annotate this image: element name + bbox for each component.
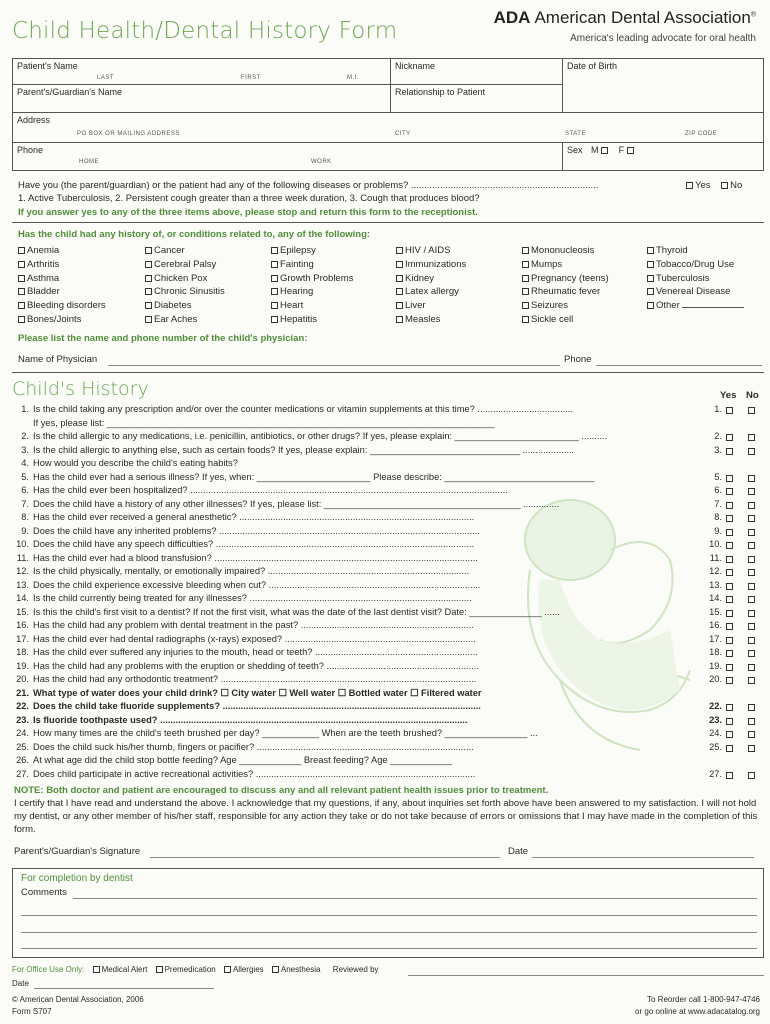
dob-label: Date of Birth <box>567 61 618 71</box>
office-date-label: Date <box>12 979 29 988</box>
condition-item[interactable]: Asthma <box>18 272 106 286</box>
ada-abbrev: ADA <box>493 8 531 27</box>
condition-item[interactable]: Other <box>647 299 744 313</box>
question-ref-number: 8. <box>700 512 722 522</box>
question-number: 21. <box>16 687 29 698</box>
no-checkbox[interactable] <box>748 569 755 576</box>
no-checkbox[interactable] <box>748 718 755 725</box>
divider <box>12 372 764 373</box>
yes-checkbox[interactable] <box>726 704 733 711</box>
divider <box>12 222 764 223</box>
condition-item[interactable]: Bleeding disorders <box>18 299 106 313</box>
question-text: Has the child ever had dental radiographs (x-rays) exposed? .......................................................................... <box>33 633 476 644</box>
no-checkbox[interactable] <box>748 434 755 441</box>
question-number: 20. <box>16 674 29 684</box>
reorder-phone: To Reorder call 1-800-947-4746 <box>647 995 760 1004</box>
yes-checkbox[interactable] <box>726 556 733 563</box>
question-text: If yes, please list: ___________________________________________________________________________ <box>33 417 495 428</box>
tb-question: Have you (the parent/guardian) or the patient had any of the following diseases or problems? ....................................................................... <box>18 180 599 191</box>
history-question-row <box>14 418 764 431</box>
question-number: 16. <box>16 620 29 630</box>
state-label: STATE <box>565 131 586 137</box>
question-ref-number: 12. <box>700 566 722 576</box>
no-checkbox[interactable] <box>748 664 755 671</box>
signature-date-label: Date <box>508 846 529 857</box>
no-checkbox[interactable] <box>748 529 755 536</box>
form-number: Form S707 <box>12 1007 52 1016</box>
history-question-row <box>14 715 764 728</box>
phone-field[interactable] <box>13 143 563 171</box>
question-ref-number: 10. <box>700 539 722 549</box>
question-ref-number: 15. <box>700 607 722 617</box>
ada-tagline: America's leading advocate for oral health <box>570 33 756 44</box>
yes-checkbox[interactable] <box>726 542 733 549</box>
condition-item[interactable]: Thyroid <box>647 244 744 258</box>
comments-field[interactable] <box>73 898 757 899</box>
reorder-online: or go online at www.adacatalog.org <box>635 1007 760 1016</box>
reviewed-label: Reviewed by <box>332 965 379 974</box>
question-text: Has the child ever had a blood transfusion? ...................................................................................................... <box>33 552 478 563</box>
address-label: Address <box>17 115 51 125</box>
history-question-row <box>14 701 764 714</box>
zip-label: ZIP CODE <box>685 131 718 137</box>
condition-item[interactable]: Heart <box>271 299 353 313</box>
question-number: 9. <box>21 525 29 536</box>
question-number: 22. <box>16 701 29 711</box>
question-text: Has the child had any problems with the eruption or shedding of teeth? ........................................................... <box>33 660 479 671</box>
condition-item[interactable]: Diabetes <box>145 299 225 313</box>
no-checkbox[interactable] <box>748 677 755 684</box>
question-ref-number: 11. <box>700 553 722 563</box>
yes-checkbox[interactable] <box>726 475 733 482</box>
question-ref-number: 13. <box>700 580 722 590</box>
history-question-row <box>14 728 764 741</box>
yes-checkbox[interactable] <box>726 502 733 509</box>
history-question-row <box>14 404 764 417</box>
sex-label: Sex <box>567 145 583 155</box>
no-checkbox[interactable] <box>748 704 755 711</box>
no-checkbox[interactable] <box>748 596 755 603</box>
question-text: Does the child experience excessive bleeding when cut? .................................................................................. <box>33 579 481 590</box>
history-title: Child's History <box>12 378 149 400</box>
yes-checkbox[interactable] <box>726 664 733 671</box>
question-text: Does child participate in active recreational activities? ..................................................................................... <box>33 768 476 779</box>
question-number: 8. <box>21 512 29 522</box>
question-number: 15. <box>16 606 29 617</box>
history-question-row <box>14 431 764 444</box>
condition-item[interactable]: Anemia <box>18 244 106 258</box>
history-question-row <box>14 499 764 512</box>
history-question-row <box>14 607 764 620</box>
condition-item[interactable]: Venereal Disease <box>647 285 744 299</box>
yes-checkbox[interactable] <box>726 407 733 414</box>
question-ref-number: 14. <box>700 593 722 603</box>
question-number: 19. <box>16 660 29 671</box>
yes-checkbox[interactable] <box>726 637 733 644</box>
history-question-row <box>14 472 764 485</box>
question-number: 23. <box>16 714 29 725</box>
question-number: 14. <box>16 593 29 603</box>
question-text: Is the child currently being treated for any illnesses? ...................................................................................... <box>33 593 472 603</box>
guardian-name-field[interactable] <box>13 85 391 113</box>
nickname-field[interactable] <box>391 59 563 85</box>
conditions-col-3 <box>271 244 353 327</box>
yes-checkbox[interactable] <box>726 434 733 441</box>
yes-checkbox[interactable] <box>726 610 733 617</box>
question-text: Has the child had any problem with dental treatment in the past? ................................................................... <box>33 620 474 630</box>
office-checkbox-item[interactable]: Anesthesia <box>272 965 321 974</box>
question-text: Does the child take fluoride supplements? .................................................................................................... <box>33 701 481 711</box>
question-number: 26. <box>16 755 29 765</box>
tb-items: 1. Active Tuberculosis, 2. Persistent cough greater than a three week duration, 3. Cough that produces blood? <box>18 193 480 204</box>
condition-item[interactable]: Liver <box>396 299 466 313</box>
office-date-field[interactable] <box>34 988 214 989</box>
home-label: HOME <box>79 159 99 165</box>
history-question-row <box>14 512 764 525</box>
condition-item[interactable]: Ear Aches <box>145 313 225 327</box>
no-checkbox[interactable] <box>748 542 755 549</box>
no-checkbox[interactable] <box>748 772 755 779</box>
question-number: 2. <box>21 431 29 441</box>
physician-phone-label: Phone <box>564 354 592 365</box>
history-no-header: No <box>746 390 759 401</box>
yes-checkbox[interactable] <box>726 488 733 495</box>
no-checkbox[interactable] <box>748 475 755 482</box>
tb-no-label: No <box>730 180 743 191</box>
history-question-row <box>14 566 764 579</box>
question-text: How would you describe the child's eating habits? <box>33 458 238 468</box>
patient-name-field[interactable] <box>13 59 391 85</box>
history-question-row <box>14 688 764 701</box>
tb-warning: If you answer yes to any of the three items above, please stop and return this form to the receptionist. <box>18 207 478 218</box>
question-number: 3. <box>21 444 29 455</box>
question-number: 1. <box>21 404 29 414</box>
ada-org-name: American Dental Association <box>534 8 751 27</box>
question-text: Has the child ever been hospitalized? ........................................................................................................................... <box>33 485 508 495</box>
tb-yes-no <box>686 180 742 191</box>
question-text: Has the child had any orthodontic treatment? ................................................................................................... <box>33 674 477 684</box>
tb-yes-checkbox[interactable] <box>686 182 693 189</box>
office-checkbox-item[interactable]: Medical Alert <box>93 965 148 974</box>
relationship-field[interactable] <box>391 85 563 113</box>
no-checkbox[interactable] <box>748 502 755 509</box>
relationship-label: Relationship to Patient <box>395 87 486 97</box>
question-text: Has the child ever had a serious illness? If yes, when: ______________________ Please describe: _____________________________ <box>33 471 595 482</box>
question-ref-number: 22. <box>700 701 722 711</box>
signature-date-field[interactable] <box>532 857 754 858</box>
first-label: FIRST <box>241 75 261 81</box>
patient-name-label: Patient's Name <box>17 61 78 71</box>
tb-yes-label: Yes <box>695 180 711 191</box>
condition-item[interactable]: Immunizations <box>396 258 466 272</box>
female-label: F <box>618 145 625 155</box>
yes-checkbox[interactable] <box>726 569 733 576</box>
condition-item[interactable]: Fainting <box>271 258 353 272</box>
question-number: 10. <box>16 539 29 549</box>
question-text: Has the child ever suffered any injuries to the mouth, head or teeth? ............................................................... <box>33 647 478 657</box>
question-number: 12. <box>16 566 29 576</box>
yes-checkbox[interactable] <box>726 677 733 684</box>
question-text: Does the child have any speech difficulties? .................................................................................................... <box>33 539 475 549</box>
question-ref-number: 24. <box>700 728 722 738</box>
question-ref-number: 1. <box>700 404 722 414</box>
question-text: Does the child have a history of any other illnesses? If yes, please list: ______________________________________ .............. <box>33 498 560 509</box>
question-text: Does the child suck his/her thumb, fingers or pacifier? .................................................................................... <box>33 741 474 752</box>
no-checkbox[interactable] <box>748 731 755 738</box>
no-checkbox[interactable] <box>748 637 755 644</box>
history-question-row <box>14 526 764 539</box>
history-yes-header: Yes <box>720 390 737 401</box>
condition-item[interactable]: Hepatitis <box>271 313 353 327</box>
question-ref-number: 16. <box>700 620 722 630</box>
question-ref-number: 18. <box>700 647 722 657</box>
sex-field <box>563 143 764 171</box>
question-text: Is the child allergic to anything else, such as certain foods? If yes, please explain: _____________________________ .................... <box>33 444 575 455</box>
address-sub-label: PO BOX OR MAILING ADDRESS <box>77 131 180 137</box>
signature-label: Parent's/Guardian's Signature <box>14 846 141 857</box>
question-ref-number: 19. <box>700 661 722 671</box>
ada-logo <box>494 8 756 44</box>
yes-checkbox[interactable] <box>726 745 733 752</box>
question-ref-number: 7. <box>700 499 722 509</box>
condition-item[interactable]: Chicken Pox <box>145 272 225 286</box>
city-label: CITY <box>395 131 411 137</box>
physician-name-field[interactable] <box>108 365 560 366</box>
question-text: Is the child physically, mentally, or emotionally impaired? .............................................................................. <box>33 566 470 576</box>
question-text: Has the child ever received a general anesthetic? ........................................................................................... <box>33 512 475 522</box>
history-question-row <box>14 539 764 552</box>
yes-checkbox[interactable] <box>726 650 733 657</box>
condition-item[interactable]: Bones/Joints <box>18 313 106 327</box>
condition-item[interactable]: Hearing <box>271 285 353 299</box>
dentist-heading: For completion by dentist <box>21 873 133 884</box>
work-label: WORK <box>311 159 332 165</box>
question-ref-number: 25. <box>700 742 722 752</box>
no-checkbox[interactable] <box>748 407 755 414</box>
physician-phone-field[interactable] <box>596 365 762 366</box>
no-checkbox[interactable] <box>748 623 755 630</box>
question-ref-number: 23. <box>700 715 722 725</box>
no-checkbox[interactable] <box>748 515 755 522</box>
question-ref-number: 20. <box>700 674 722 684</box>
male-label: M <box>591 145 599 155</box>
yes-checkbox[interactable] <box>726 448 733 455</box>
question-text: Does the child have any inherited problems? ..................................................................................................... <box>33 525 480 536</box>
condition-item[interactable]: Seizures <box>522 299 609 313</box>
comments-label: Comments <box>21 887 67 898</box>
address-field[interactable] <box>13 113 764 143</box>
no-checkbox[interactable] <box>748 610 755 617</box>
note-heading: NOTE: Both doctor and patient are encouraged to discuss any and all relevant patient health issues prior to treatment. <box>14 785 549 796</box>
question-ref-number: 9. <box>700 526 722 536</box>
question-number: 7. <box>21 498 29 509</box>
office-use-label: For Office Use Only: <box>12 965 85 974</box>
office-checkbox-item[interactable]: Allergies <box>224 965 264 974</box>
reviewed-field[interactable] <box>408 975 764 976</box>
copyright: © American Dental Association, 2006 <box>12 995 144 1004</box>
physician-name-label: Name of Physician <box>18 354 98 365</box>
tb-no-checkbox[interactable] <box>721 182 728 189</box>
question-ref-number: 3. <box>700 445 722 455</box>
condition-item[interactable]: Bladder <box>18 285 106 299</box>
history-question-row <box>14 647 764 660</box>
history-question-row <box>14 742 764 755</box>
condition-item[interactable]: Kidney <box>396 272 466 286</box>
office-checkbox-item[interactable]: Premedication <box>156 965 216 974</box>
question-number: 18. <box>16 647 29 657</box>
question-ref-number: 27. <box>700 769 722 779</box>
question-text: Is this the child's first visit to a dentist? If not the first visit, what was the date of the last dentist visit? Date: ______________ ...... <box>33 606 560 617</box>
question-number: 17. <box>16 633 29 644</box>
no-checkbox[interactable] <box>748 650 755 657</box>
history-question-row <box>14 445 764 458</box>
question-number: 5. <box>21 471 29 482</box>
question-ref-number: 17. <box>700 634 722 644</box>
question-text: What type of water does your child drink? ☐ City water ☐ Well water ☐ Bottled water ☐ Filtered water <box>33 687 482 698</box>
condition-item[interactable]: Cerebral Palsy <box>145 258 225 272</box>
condition-item[interactable]: Tuberculosis <box>647 272 744 286</box>
female-checkbox[interactable] <box>627 147 634 154</box>
last-label: LAST <box>97 75 115 81</box>
no-checkbox[interactable] <box>748 556 755 563</box>
question-text: Is the child taking any prescription and/or over the counter medications or vitamin supplements at this time? ..................................... <box>33 404 573 414</box>
question-text: How many times are the child's teeth brushed per day? ___________ When are the teeth brushed? ________________ ... <box>33 728 538 738</box>
history-question-row <box>14 458 764 471</box>
question-text: Is fluoride toothpaste used? ....................................................................................................................... <box>33 714 468 725</box>
yes-checkbox[interactable] <box>726 583 733 590</box>
condition-item[interactable]: Growth Problems <box>271 272 353 286</box>
conditions-col-5 <box>522 244 609 327</box>
history-question-row <box>14 553 764 566</box>
question-number: 13. <box>16 579 29 590</box>
patient-info-grid <box>12 58 764 171</box>
question-number: 24. <box>16 728 29 738</box>
question-text: Is the child allergic to any medications, i.e. penicillin, antibiotics, or other drugs? If yes, please explain: ________________________ .......... <box>33 431 608 441</box>
no-checkbox[interactable] <box>748 448 755 455</box>
yes-checkbox[interactable] <box>726 515 733 522</box>
conditions-col-6 <box>647 244 744 313</box>
form-title: Child Health/Dental History Form <box>12 18 398 44</box>
conditions-col-2 <box>145 244 225 327</box>
no-checkbox[interactable] <box>748 488 755 495</box>
guardian-label: Parent's/Guardian's Name <box>17 87 122 97</box>
condition-item[interactable]: Pregnancy (teens) <box>522 272 609 286</box>
mi-label: M.I. <box>347 75 359 81</box>
dob-field[interactable] <box>563 59 764 113</box>
question-ref-number: 6. <box>700 485 722 495</box>
signature-field[interactable] <box>150 857 500 858</box>
question-number: 6. <box>21 485 29 495</box>
nickname-label: Nickname <box>395 61 436 71</box>
condition-item[interactable]: Cancer <box>145 244 225 258</box>
yes-checkbox[interactable] <box>726 623 733 630</box>
conditions-col-4 <box>396 244 466 327</box>
history-question-row <box>14 769 764 782</box>
question-number: 4. <box>21 458 29 468</box>
yes-checkbox[interactable] <box>726 596 733 603</box>
physician-heading: Please list the name and phone number of the child's physician: <box>18 333 308 344</box>
comments-line[interactable] <box>21 932 757 933</box>
no-checkbox[interactable] <box>748 745 755 752</box>
history-question-row <box>14 580 764 593</box>
no-checkbox[interactable] <box>748 583 755 590</box>
yes-checkbox[interactable] <box>726 529 733 536</box>
history-question-row <box>14 634 764 647</box>
condition-item[interactable]: Chronic Sinusitis <box>145 285 225 299</box>
question-number: 27. <box>16 768 29 779</box>
comments-line[interactable] <box>21 915 757 916</box>
conditions-heading: Has the child had any history of, or conditions related to, any of the following: <box>18 229 371 240</box>
history-question-row <box>14 755 764 768</box>
condition-item[interactable]: Sickle cell <box>522 313 609 327</box>
history-question-row <box>14 661 764 674</box>
phone-label: Phone <box>17 145 44 155</box>
history-question-row <box>14 593 764 606</box>
registered-mark: ® <box>750 11 756 19</box>
note-body: I certify that I have read and understand the above. I acknowledge that my questions, if any, about inquiries set forth above have been answered to my satisfaction. I will not hold my dentist, or any other member of his/her staff, responsible for any action they take or do not take because of errors or omissions that I may have made in the completion of this form. <box>14 798 758 835</box>
condition-item[interactable]: Latex allergy <box>396 285 466 299</box>
comments-line[interactable] <box>21 948 757 949</box>
question-number: 11. <box>16 552 29 563</box>
condition-item[interactable]: Mononucleosis <box>522 244 609 258</box>
yes-checkbox[interactable] <box>726 718 733 725</box>
condition-item[interactable]: Tobacco/Drug Use <box>647 258 744 272</box>
office-use-row <box>12 965 379 974</box>
male-checkbox[interactable] <box>601 147 608 154</box>
history-question-row <box>14 485 764 498</box>
yes-checkbox[interactable] <box>726 731 733 738</box>
condition-item[interactable]: Arthritis <box>18 258 106 272</box>
conditions-col-1 <box>18 244 106 327</box>
condition-item[interactable]: Mumps <box>522 258 609 272</box>
history-question-row <box>14 620 764 633</box>
condition-item[interactable]: Epilepsy <box>271 244 353 258</box>
condition-item[interactable]: Measles <box>396 313 466 327</box>
history-question-row <box>14 674 764 687</box>
question-ref-number: 5. <box>700 472 722 482</box>
dentist-section <box>12 868 764 958</box>
question-text: At what age did the child stop bottle feeding? Age ____________ Breast feeding? Age ____________ <box>33 755 453 765</box>
condition-item[interactable]: Rheumatic fever <box>522 285 609 299</box>
yes-checkbox[interactable] <box>726 772 733 779</box>
condition-item[interactable]: HIV / AIDS <box>396 244 466 258</box>
question-number: 25. <box>16 741 29 752</box>
question-ref-number: 2. <box>700 431 722 441</box>
